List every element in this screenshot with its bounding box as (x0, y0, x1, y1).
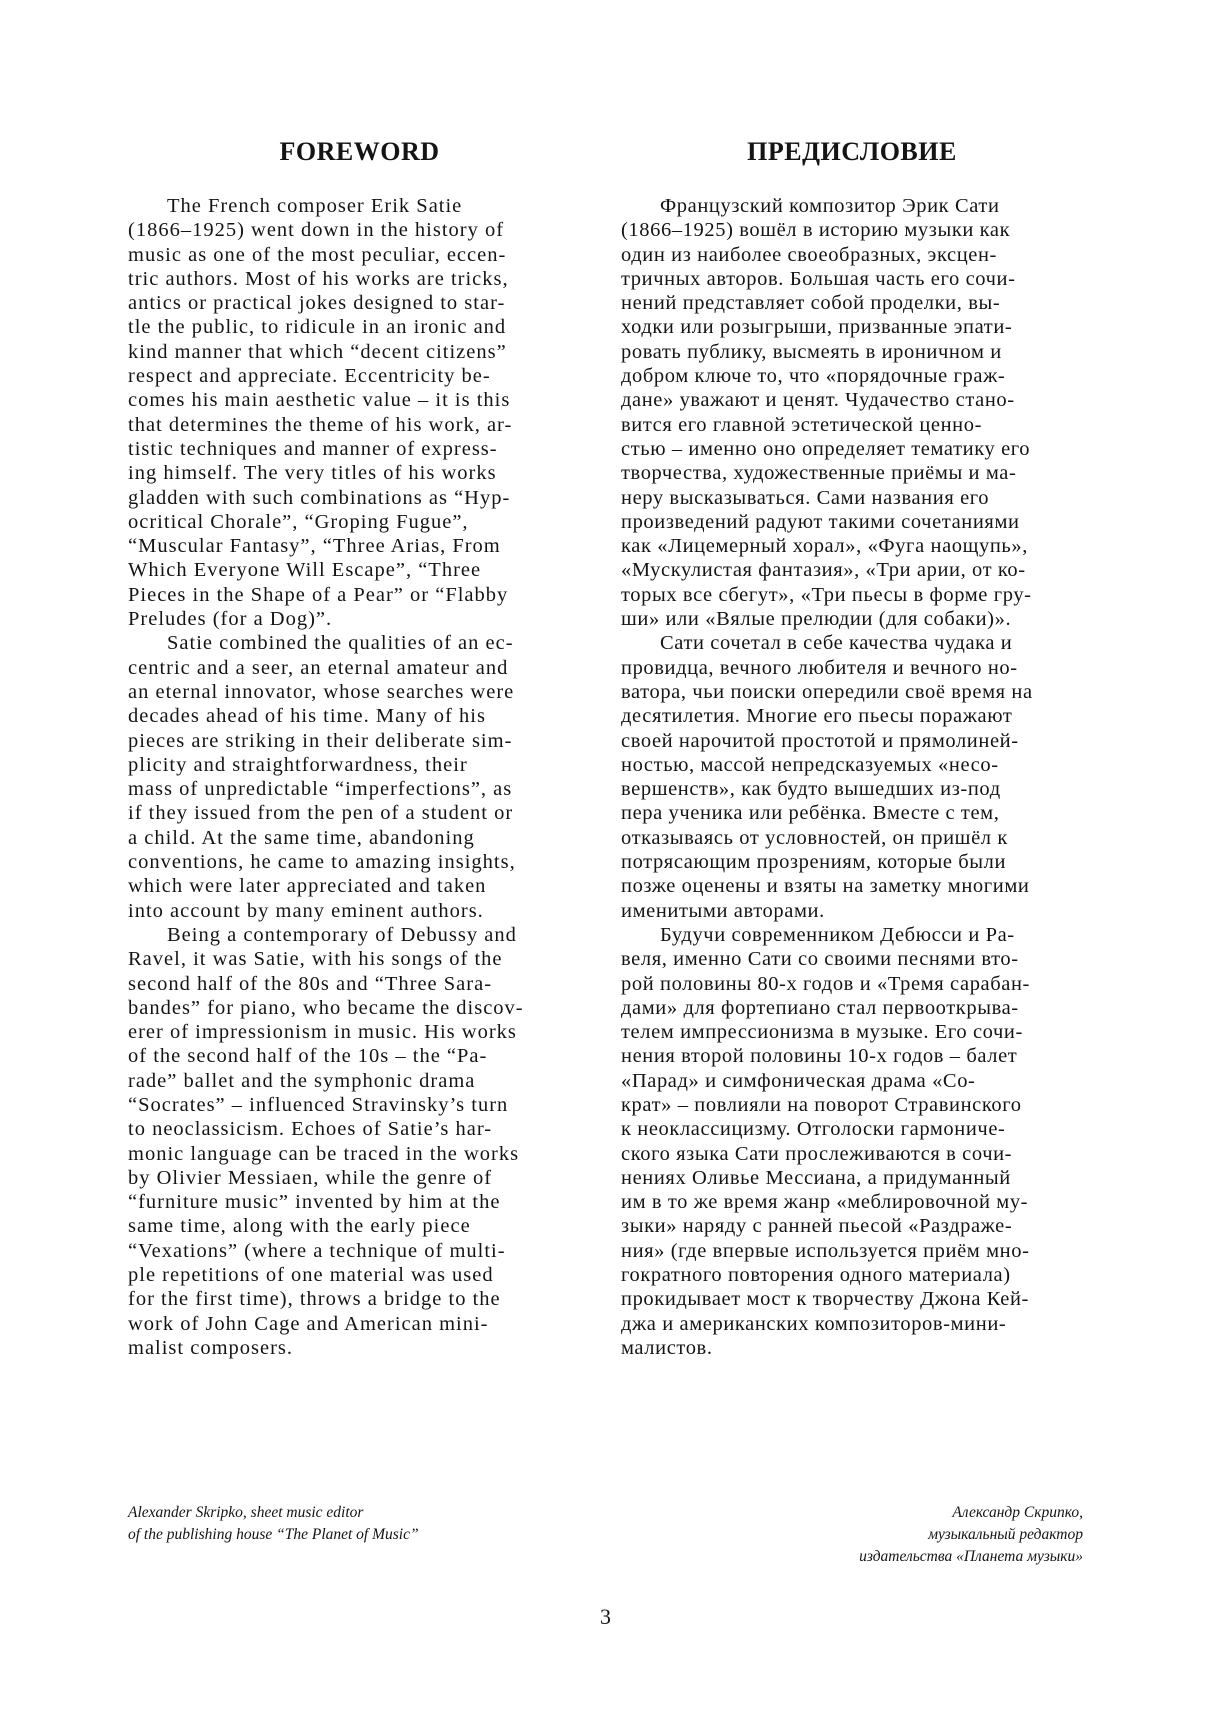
text-line: erer of impressionism in music. His works (128, 1021, 517, 1044)
english-heading: FOREWORD (279, 137, 440, 166)
text-line: именитыми авторами. (621, 899, 825, 922)
text-line: ностью, массой непредсказуемых «несо- (621, 753, 999, 776)
text-line: which were later appreciated and taken (128, 875, 487, 898)
text-line: потрясающим прозрениям, которые были (621, 851, 1007, 874)
text-line: ходки или розыгрыши, призванные эпати- (621, 316, 1013, 339)
text-line: неру высказываться. Сами названия его (621, 486, 990, 509)
text-line: monic language can be traced in the works (128, 1142, 520, 1165)
text-line: творчества, художественные приёмы и ма- (621, 462, 1017, 485)
text-line: пера ученика или ребёнка. Вместе с тем, (621, 802, 1000, 825)
text-line: mass of unpredictable “imperfections”, as (128, 778, 513, 801)
text-line: ватора, чьи поиски опередили своё время на (621, 680, 1033, 703)
text-line: same time, along with the early piece (128, 1215, 471, 1238)
text-line: «Мускулистая фантазия», «Три арии, от ко- (621, 559, 1026, 582)
text-line: Будучи современником Дебюсси и Ра- (660, 923, 1015, 946)
text-line: to neoclassicism. Echoes of Satie’s har- (128, 1118, 493, 1141)
text-line: by Olivier Messiaen, while the genre of (128, 1166, 493, 1189)
text-line: ocritical Chorale”, “Groping Fugue”, (128, 510, 469, 533)
signature-line: издательства «Планета музыки» (859, 1548, 1083, 1565)
text-line: телем импрессионизма в музыке. Его сочи- (621, 1021, 1023, 1044)
text-line: decades ahead of his time. Many of his (128, 705, 486, 728)
text-line: (1866–1925) went down in the history of (128, 219, 505, 242)
text-line: тричных авторов. Большая часть его сочи- (621, 267, 1016, 290)
text-line: into account by many eminent authors. (128, 899, 484, 922)
text-line: им в то же время жанр «меблировочной му- (621, 1191, 1029, 1214)
text-line: plicity and straightforwardness, their (128, 753, 468, 776)
text-line: Французский композитор Эрик Сати (660, 195, 1000, 217)
text-line: Сати сочетал в себе качества чудака и (660, 632, 1013, 655)
text-line: Preludes (for a Dog)”. (128, 608, 333, 631)
text-line: позже оценены и взяты на заметку многими (621, 875, 1030, 898)
text-line: for the first time), throws a bridge to the (128, 1288, 501, 1311)
page-number: 3 (600, 1604, 611, 1629)
text-line: крат» – повлияли на поворот Стравинского (621, 1093, 1022, 1116)
text-line: своей нарочитой простотой и прямолиней- (621, 729, 1019, 752)
text-line: провидца, вечного любителя и вечного но- (621, 656, 1018, 679)
text-line: ing himself. The very titles of his works (128, 462, 497, 485)
text-line: дане» уважают и ценят. Чудачество стано- (621, 389, 1015, 412)
text-line: of the second half of the 10s – the “Pa- (128, 1045, 488, 1068)
signature-line: Alexander Skripko, sheet music editor (128, 1504, 364, 1521)
text-line: kind manner that which “decent citizens” (128, 340, 507, 363)
text-line: гократного повторения одного материала) (621, 1264, 1011, 1287)
text-line: к неоклассицизму. Отголоски гармониче- (621, 1118, 1006, 1141)
text-line: Pieces in the Shape of a Pear” or “Flabby (128, 583, 509, 606)
text-line: добром ключе то, что «порядочные граж- (621, 365, 1006, 388)
text-line: music as one of the most peculiar, eccen- (128, 243, 507, 266)
text-line: rade” ballet and the symphonic drama (128, 1069, 476, 1092)
text-line: ния» (где впервые используется приём мно- (621, 1239, 1030, 1262)
text-line: «Парад» и симфоническая драма «Со- (621, 1069, 976, 1092)
text-line: ple repetitions of one material was used (128, 1264, 494, 1287)
text-line: “Muscular Fantasy”, “Three Arias, From (128, 535, 501, 558)
signature-line: of the publishing house “The Planet of Music” (128, 1526, 419, 1543)
text-line: pieces are striking in their deliberate sim- (128, 729, 513, 752)
text-line: вершенств», как будто вышедших из-под (621, 778, 1001, 801)
text-line: нениях Оливье Мессиана, а придуманный (621, 1166, 1011, 1189)
text-line: “furniture music” invented by him at the (128, 1191, 501, 1214)
english-body (128, 194, 591, 1360)
text-line: “Vexations” (where a technique of multi- (128, 1239, 506, 1262)
text-line: (1866–1925) вошёл в историю музыки как (621, 219, 1011, 242)
text-line: нения второй половины 10-х годов – балет (621, 1045, 1018, 1068)
text-line: malist composers. (128, 1336, 294, 1359)
text-line: a child. At the same time, abandoning (128, 826, 475, 849)
english-signature (128, 1502, 591, 1546)
text-line: ского языка Сати прослеживаются в сочи- (621, 1142, 1013, 1165)
text-line: tle the public, to ridicule in an ironic and (128, 316, 507, 339)
text-line: дами» для фортепиано стал первооткрыва- (621, 996, 1019, 1019)
text-line: стью – именно оно определяет тематику его (621, 437, 1031, 460)
text-line: centric and a seer, an eternal amateur and (128, 656, 509, 679)
text-line: Satie combined the qualities of an ec- (167, 632, 514, 655)
text-line: как «Лицемерный хорал», «Фуга наощупь», (621, 535, 1028, 558)
text-line: Being a contemporary of Debussy and (167, 923, 517, 946)
text-line: произведений радуют такими сочетаниями (621, 510, 1020, 533)
text-line: джа и американских композиторов-мини- (621, 1312, 1007, 1335)
text-line: рой половины 80-х годов и «Тремя сарабан- (621, 972, 1030, 995)
text-line: conventions, he came to amazing insights, (128, 851, 516, 874)
text-line: “Socrates” – influenced Stravinsky’s turn (128, 1093, 509, 1116)
text-line: Ravel, it was Satie, with his songs of the (128, 948, 503, 971)
text-line: зыки» наряду с ранней пьесой «Раздраже- (621, 1215, 1013, 1238)
signature-line: музыкальный редактор (928, 1526, 1083, 1543)
text-line: десятилетия. Многие его пьесы поражают (621, 705, 1013, 728)
text-line: gladden with such combinations as “Hyp- (128, 486, 511, 509)
text-line: The French composer Erik Satie (167, 195, 463, 217)
russian-heading: ПРЕДИСЛОВИЕ (747, 137, 957, 166)
text-line: прокидывает мост к творчеству Джона Кей- (621, 1288, 1029, 1311)
text-line: antics or practical jokes designed to star- (128, 292, 506, 315)
text-line: if they issued from the pen of a student or (128, 802, 514, 825)
text-line: tistic techniques and manner of express- (128, 437, 498, 460)
text-line: нений представляет собой проделки, вы- (621, 292, 1001, 315)
text-line: an eternal innovator, whose searches were (128, 680, 515, 703)
text-line: вится его главной эстетической ценно- (621, 413, 983, 436)
text-line: second half of the 80s and “Three Sara- (128, 972, 493, 995)
text-line: bandes” for piano, who became the discov- (128, 996, 524, 1019)
text-line: comes his main aesthetic value – it is this (128, 389, 511, 412)
text-line: ши» или «Вялые прелюдии (для собаки)». (621, 608, 1012, 631)
text-line: малистов. (621, 1336, 713, 1359)
russian-body (621, 194, 1083, 1360)
russian-signature (621, 1502, 1083, 1568)
text-line: отказываясь от условностей, он пришёл к (621, 826, 1008, 849)
text-line: respect and appreciate. Eccentricity be- (128, 365, 491, 388)
text-line: Which Everyone Will Escape”, “Three (128, 559, 482, 582)
signature-line: Александр Скрипко, (952, 1504, 1083, 1521)
text-line: that determines the theme of his work, ar- (128, 413, 513, 436)
text-line: work of John Cage and American mini- (128, 1312, 489, 1335)
text-line: tric authors. Most of his works are tricks, (128, 267, 509, 290)
text-line: один из наиболее своеобразных, эксцен- (621, 243, 997, 266)
text-line: веля, именно Сати со своими песнями вто- (621, 948, 1019, 971)
text-line: торых все сбегут», «Три пьесы в форме гру- (621, 583, 1032, 606)
text-line: ровать публику, высмеять в ироничном и (621, 340, 1002, 363)
